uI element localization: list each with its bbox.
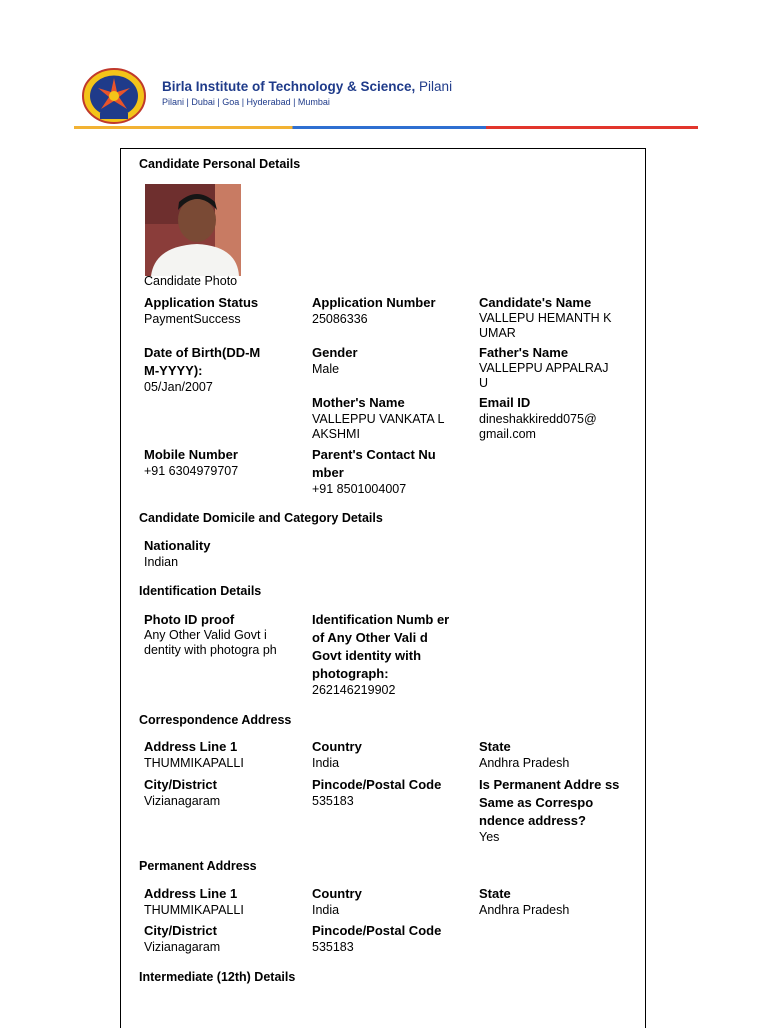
id-number-value: 262146219902 [312, 683, 396, 697]
corr-address-line1-value: THUMMIKAPALLI [144, 756, 244, 770]
application-status-value: PaymentSuccess [144, 312, 241, 326]
page-header [0, 0, 768, 140]
candidate-name-value: VALLEPU HEMANTH K UMAR [479, 311, 612, 340]
campus-list: Pilani | Dubai | Goa | Hyderabad | Mumbai [162, 97, 330, 107]
candidate-photo [145, 184, 241, 276]
dob-label: Date of Birth(DD-M M-YYYY): [144, 345, 261, 378]
perm-state-label: State [479, 886, 511, 901]
perm-city-value: Vizianagaram [144, 940, 221, 954]
mobile-number-value: +91 6304979707 [144, 464, 239, 478]
perm-country-value: India [312, 903, 340, 917]
corr-country-value: India [312, 756, 340, 770]
perm-pincode-value: 535183 [312, 940, 354, 954]
perm-address-line1-label: Address Line 1 [144, 886, 238, 901]
perm-state-value: Andhra Pradesh [479, 903, 570, 917]
corr-pincode-value: 535183 [312, 794, 354, 808]
parent-contact-value: +91 8501004007 [312, 482, 407, 496]
email-label: Email ID [479, 395, 531, 410]
corr-state-label: State [479, 739, 511, 754]
section-title-correspondence: Correspondence Address [139, 713, 292, 727]
section-title-domicile: Candidate Domicile and Category Details [139, 511, 383, 525]
header-divider [74, 126, 698, 129]
corr-city-value: Vizianagaram [144, 794, 221, 808]
candidate-name-label: Candidate's Name [479, 295, 592, 310]
nationality-value: Indian [144, 555, 179, 569]
corr-pincode-label: Pincode/Postal Code [312, 777, 442, 792]
application-status-label: Application Status [144, 295, 259, 310]
corr-city-label: City/District [144, 777, 217, 792]
email-value: dineshakkiredd075@ gmail.com [479, 412, 597, 441]
perm-address-line1-value: THUMMIKAPALLI [144, 903, 244, 917]
section-title-permanent: Permanent Address [139, 859, 257, 873]
id-number-label: Identification Numb er of Any Other Vali d Govt identity with photograph: [312, 612, 450, 681]
permanent-same-label: Is Permanent Addre ss Same as Correspo ndence address? [479, 777, 620, 828]
gender-label: Gender [312, 345, 358, 360]
gender-value: Male [312, 362, 340, 376]
father-name-label: Father's Name [479, 345, 569, 360]
section-title-intermediate: Intermediate (12th) Details [139, 970, 296, 984]
photo-caption: Candidate Photo [144, 274, 238, 288]
institute-name: Birla Institute of Technology & Science, Pilani [162, 79, 453, 94]
mother-name-label: Mother's Name [312, 395, 405, 410]
dob-value: 05/Jan/2007 [144, 380, 213, 394]
section-title-identification: Identification Details [139, 584, 262, 598]
perm-country-label: Country [312, 886, 362, 901]
nationality-label: Nationality [144, 538, 211, 553]
section-title-personal: Candidate Personal Details [139, 157, 301, 171]
mother-name-value: VALLEPPU VANKATA L AKSHMI [312, 412, 445, 441]
application-number-label: Application Number [312, 295, 436, 310]
bits-logo-icon [82, 68, 146, 124]
corr-country-label: Country [312, 739, 362, 754]
parent-contact-label: Parent's Contact Nu mber [312, 447, 436, 480]
photo-id-value: Any Other Valid Govt i dentity with photogra ph [144, 628, 277, 657]
father-name-value: VALLEPPU APPALRAJ U [479, 361, 609, 390]
perm-pincode-label: Pincode/Postal Code [312, 923, 442, 938]
application-number-value: 25086336 [312, 312, 368, 326]
perm-city-label: City/District [144, 923, 217, 938]
photo-id-label: Photo ID proof [144, 612, 235, 627]
corr-state-value: Andhra Pradesh [479, 756, 570, 770]
corr-address-line1-label: Address Line 1 [144, 739, 238, 754]
permanent-same-value: Yes [479, 830, 500, 844]
mobile-number-label: Mobile Number [144, 447, 238, 462]
